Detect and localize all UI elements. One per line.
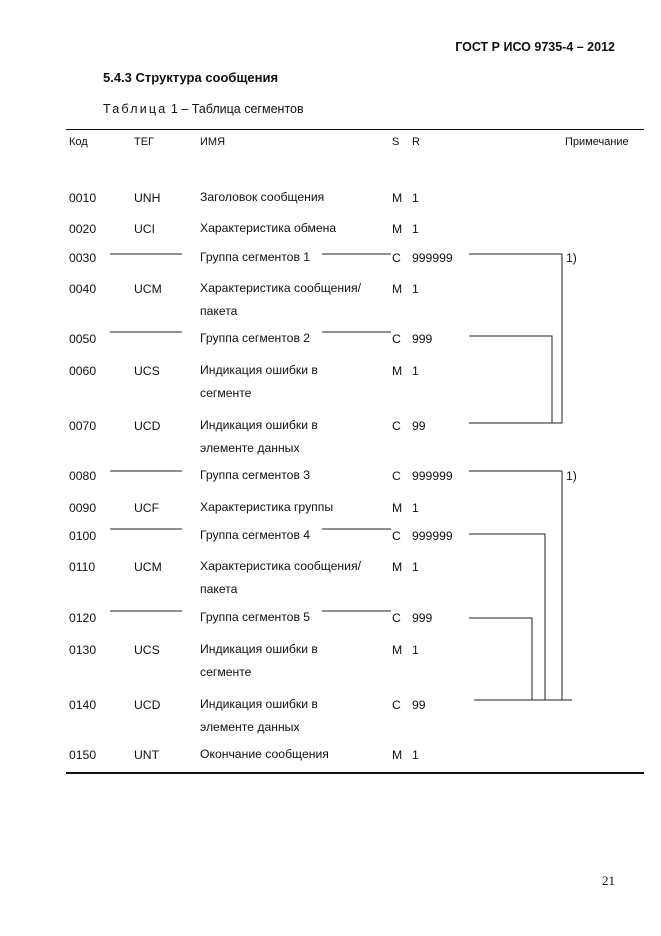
row-0050-s: C xyxy=(392,332,401,346)
row-0020-tag: UCI xyxy=(134,222,155,236)
row-0090-s: M xyxy=(392,501,403,515)
row-0100-code: 0100 xyxy=(69,529,97,543)
row-0020-r: 1 xyxy=(412,222,419,236)
row-0120-r: 999 xyxy=(412,611,433,625)
row-0050-code: 0050 xyxy=(69,332,97,346)
row-0150-tag: UNT xyxy=(134,748,160,762)
row-0010-name: Заголовок сообщения xyxy=(200,190,325,204)
row-0040-name: Характеристика сообщения/ пакета xyxy=(200,281,361,318)
row-0070-code: 0070 xyxy=(69,419,97,433)
column-header-s: S xyxy=(392,136,400,148)
column-header-note: Примечание xyxy=(565,136,629,148)
page-number: 21 xyxy=(602,873,615,888)
row-0110-tag: UCM xyxy=(134,560,162,574)
row-0140-tag: UCD xyxy=(134,698,161,712)
row-0030-code: 0030 xyxy=(69,251,97,265)
row-0010-r: 1 xyxy=(412,191,419,205)
column-header-tag: ТЕГ xyxy=(134,136,155,148)
row-0060-r: 1 xyxy=(412,364,419,378)
row-0140-code: 0140 xyxy=(69,698,97,712)
row-0090-tag: UCF xyxy=(134,501,160,515)
row-0060-s: M xyxy=(392,364,403,378)
group-4-bracket xyxy=(469,534,545,700)
row-0080-s: C xyxy=(392,469,401,483)
row-0130-s: M xyxy=(392,643,403,657)
row-0010-code: 0010 xyxy=(69,191,97,205)
row-0080-code: 0080 xyxy=(69,469,97,483)
row-0130-r: 1 xyxy=(412,643,419,657)
row-0040-tag: UCM xyxy=(134,282,162,296)
row-0090-code: 0090 xyxy=(69,501,97,515)
group-2-bracket xyxy=(469,336,552,423)
row-0130-name: Индикация ошибки в сегменте xyxy=(200,642,318,679)
row-0120-s: C xyxy=(392,611,401,625)
row-0070-tag: UCD xyxy=(134,419,161,433)
row-0060-tag: UCS xyxy=(134,364,160,378)
row-0040-s: M xyxy=(392,282,403,296)
row-0100-r: 999999 xyxy=(412,529,453,543)
row-0020-code: 0020 xyxy=(69,222,97,236)
row-0030-note: 1) xyxy=(566,251,577,265)
row-0020-s: M xyxy=(392,222,403,236)
row-0140-r: 99 xyxy=(412,698,426,712)
row-0150-name: Окончание сообщения xyxy=(200,747,329,761)
row-0050-name: Группа сегментов 2 xyxy=(200,331,311,345)
row-0100-s: C xyxy=(392,529,401,543)
row-0040-code: 0040 xyxy=(69,282,97,296)
row-0040-r: 1 xyxy=(412,282,419,296)
row-0090-name: Характеристика группы xyxy=(200,500,334,514)
row-0090-r: 1 xyxy=(412,501,419,515)
row-0070-r: 99 xyxy=(412,419,426,433)
row-0080-note: 1) xyxy=(566,469,577,483)
document-standard-header: ГОСТ Р ИСО 9735-4 – 2012 xyxy=(455,40,615,54)
row-0120-code: 0120 xyxy=(69,611,97,625)
row-0010-s: M xyxy=(392,191,403,205)
group-5-bracket xyxy=(469,618,532,700)
row-0020-name: Характеристика обмена xyxy=(200,221,337,235)
group-1-bracket xyxy=(469,254,562,423)
row-0100-name: Группа сегментов 4 xyxy=(200,528,311,542)
row-0110-name: Характеристика сообщения/пакета xyxy=(200,559,361,596)
table-caption-prefix: Таблица xyxy=(103,102,168,116)
row-0080-r: 999999 xyxy=(412,469,453,483)
row-0150-r: 1 xyxy=(412,748,419,762)
row-0030-name: Группа сегментов 1 xyxy=(200,250,311,264)
row-0080-name: Группа сегментов 3 xyxy=(200,468,311,482)
row-0050-r: 999 xyxy=(412,332,433,346)
row-0110-code: 0110 xyxy=(69,560,96,574)
table-caption-rest: 1 – Таблица сегментов xyxy=(167,102,304,116)
row-0150-s: M xyxy=(392,748,403,762)
row-0070-name: Индикация ошибки в элементе данных xyxy=(200,418,318,455)
row-0140-s: C xyxy=(392,698,401,712)
row-0030-r: 999999 xyxy=(412,251,453,265)
row-0110-r: 1 xyxy=(412,560,419,574)
group-3-bracket xyxy=(469,471,562,700)
row-0110-s: M xyxy=(392,560,403,574)
row-0120-name: Группа сегментов 5 xyxy=(200,610,311,624)
row-0030-s: C xyxy=(392,251,401,265)
row-0070-s: C xyxy=(392,419,401,433)
section-title: 5.4.3 Структура сообщения xyxy=(103,70,279,85)
column-header-name: ИМЯ xyxy=(200,136,226,148)
row-0130-tag: UCS xyxy=(134,643,160,657)
row-0060-code: 0060 xyxy=(69,364,97,378)
row-0060-name: Индикация ошибки в сегменте xyxy=(200,363,318,400)
row-0130-code: 0130 xyxy=(69,643,97,657)
row-0010-tag: UNH xyxy=(134,191,161,205)
row-0150-code: 0150 xyxy=(69,748,97,762)
row-0140-name: Индикация ошибки в элементе данных xyxy=(200,697,318,734)
column-header-code: Код xyxy=(69,136,88,148)
column-header-r: R xyxy=(412,136,420,148)
